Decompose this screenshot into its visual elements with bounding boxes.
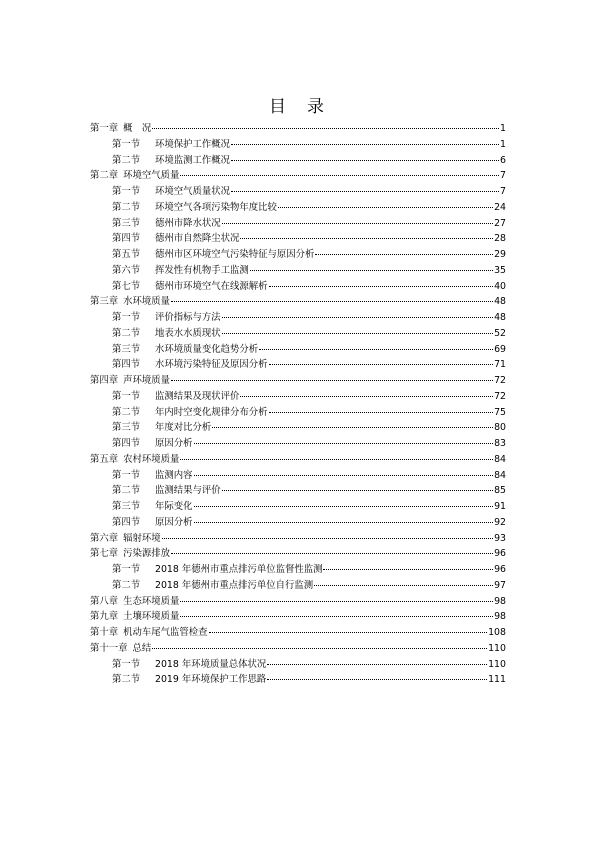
toc-dot-leader (152, 648, 487, 649)
toc-entry-title: 声环境质量 (123, 375, 171, 386)
toc-section-entry[interactable] (90, 216, 506, 232)
toc-section-entry[interactable] (90, 389, 506, 405)
toc-page-number: 84 (494, 469, 506, 481)
toc-page-number: 97 (494, 579, 506, 591)
toc-entry-title: 2019 年环境保护工作思路 (155, 674, 267, 686)
toc-page-number: 108 (488, 627, 506, 638)
toc-dot-leader (259, 349, 493, 350)
toc-entry-number: 第四节 (112, 359, 141, 371)
toc-chapter-entry[interactable] (90, 609, 506, 625)
toc-entry-title: 监测结果及现状评价 (155, 390, 240, 402)
toc-chapter-entry[interactable] (90, 594, 506, 610)
toc-dot-leader (194, 475, 494, 476)
toc-entry-number: 第五章 (90, 453, 119, 465)
toc-page-number: 29 (494, 249, 506, 260)
toc-dot-leader (180, 459, 493, 460)
toc-entry-title: 总结 (132, 642, 152, 654)
toc-entry-title: 原因分析 (155, 438, 193, 449)
toc-entry-title: 监测结果与评价 (155, 485, 221, 497)
toc-entry-title: 环境保护工作概况 (155, 138, 231, 150)
toc-entry-title: 德州市降水状况 (155, 217, 221, 229)
toc-page-number: 48 (494, 312, 506, 323)
toc-page-number: 28 (494, 233, 506, 245)
toc-section-entry[interactable] (90, 326, 506, 342)
toc-entry-title: 2018 年环境质量总体状况 (155, 658, 267, 670)
toc-section-entry[interactable] (90, 247, 506, 263)
toc-entry-number: 第二节 (112, 674, 141, 686)
toc-dot-leader (209, 632, 488, 633)
toc-entry-title: 水环境质量变化趋势分析 (155, 343, 259, 355)
toc-entry-title: 2018 年德州市重点排污单位自行监测 (155, 579, 314, 591)
toc-entry-number: 第八章 (90, 595, 119, 607)
toc-section-entry[interactable] (90, 436, 506, 452)
toc-entry-title: 概 况 (123, 123, 152, 134)
toc-section-entry[interactable] (90, 200, 506, 216)
toc-dot-leader (267, 679, 487, 680)
toc-page-number: 96 (494, 548, 506, 560)
toc-entry-number: 第一节 (112, 186, 141, 197)
toc-dot-leader (269, 412, 494, 413)
toc-entry-title: 水环境污染特征及原因分析 (155, 359, 268, 371)
toc-page-number: 83 (494, 438, 506, 449)
toc-page-number: 72 (494, 390, 506, 402)
toc-entry-number: 第十一章 (90, 642, 128, 654)
toc-entry-number: 第三节 (112, 343, 141, 355)
toc-section-entry[interactable] (90, 672, 506, 688)
toc-page-number: 93 (494, 532, 506, 544)
toc-chapter-entry[interactable] (90, 121, 506, 137)
toc-dot-leader (269, 286, 494, 287)
toc-dot-leader (194, 506, 494, 507)
toc-dot-leader (194, 522, 494, 523)
toc-page-number: 7 (500, 186, 506, 197)
toc-chapter-entry[interactable] (90, 373, 506, 389)
toc-page-number: 110 (488, 642, 506, 654)
toc-section-entry[interactable] (90, 420, 506, 436)
toc-dot-leader (231, 144, 499, 145)
toc-entry-number: 第二节 (112, 406, 141, 418)
toc-entry-number: 第一节 (112, 390, 141, 402)
toc-chapter-entry[interactable] (90, 641, 506, 657)
toc-page-number: 1 (500, 123, 506, 134)
toc-page-number: 6 (500, 154, 506, 166)
toc-entry-number: 第四节 (112, 233, 141, 245)
toc-page-number: 48 (494, 296, 506, 308)
toc-entry-title: 农村环境质量 (123, 453, 180, 465)
toc-entry-number: 第二章 (90, 170, 119, 182)
toc-entry-title: 环境空气各项污染物年度比较 (155, 201, 277, 213)
toc-dot-leader (222, 223, 493, 224)
toc-section-entry[interactable] (90, 562, 506, 578)
toc-entry-number: 第九章 (90, 611, 119, 623)
toc-page-number: 35 (494, 264, 506, 276)
toc-dot-leader (315, 254, 493, 255)
toc-entry-number: 第四节 (112, 438, 141, 449)
toc-dot-leader (162, 538, 493, 539)
toc-chapter-entry[interactable] (90, 546, 506, 562)
toc-dot-leader (212, 427, 493, 428)
toc-entry-title: 原因分析 (155, 516, 193, 528)
toc-entry-title: 生态环境质量 (123, 595, 180, 607)
toc-page-number: 7 (500, 170, 506, 182)
toc-entry-title: 水环境质量 (123, 296, 171, 308)
toc-dot-leader (278, 207, 493, 208)
toc-dot-leader (194, 443, 494, 444)
toc-dot-leader (222, 490, 493, 491)
toc-entry-number: 第七章 (90, 548, 119, 560)
toc-section-entry[interactable] (90, 342, 506, 358)
toc-page-number: 27 (494, 217, 506, 229)
toc-entry-title: 土壤环境质量 (123, 611, 180, 623)
toc-entry-title: 污染源排放 (123, 548, 171, 560)
toc-entry-title: 监测内容 (155, 469, 193, 481)
toc-page-number: 72 (494, 375, 506, 386)
toc-page-number: 92 (494, 516, 506, 528)
toc-page-number: 71 (494, 359, 506, 371)
toc-page-number: 91 (494, 501, 506, 512)
toc-entry-number: 第七节 (112, 280, 141, 292)
toc-entry-title: 辐射环境 (123, 532, 161, 544)
toc-entry-number: 第三章 (90, 296, 119, 308)
toc-section-entry[interactable] (90, 657, 506, 673)
toc-entry-title: 地表水水质现状 (155, 327, 221, 339)
toc-chapter-entry[interactable] (90, 452, 506, 468)
toc-entry-number: 第一节 (112, 658, 141, 670)
toc-page-number: 111 (488, 674, 506, 686)
toc-section-entry[interactable] (90, 310, 506, 326)
toc-entry-number: 第三节 (112, 217, 141, 229)
toc-entry-number: 第四章 (90, 375, 119, 386)
toc-dot-leader (171, 553, 493, 554)
toc-page-number: 24 (494, 201, 506, 213)
toc-page-number: 110 (488, 658, 506, 670)
toc-entry-title: 德州市自然降尘状况 (155, 233, 240, 245)
toc-entry-number: 第二节 (112, 154, 141, 166)
toc-entry-number: 第四节 (112, 516, 141, 528)
toc-dot-leader (180, 601, 493, 602)
toc-entry-number: 第一节 (112, 138, 141, 150)
toc-entry-number: 第三节 (112, 422, 141, 434)
toc-entry-number: 第六节 (112, 264, 141, 276)
toc-page-number: 1 (500, 138, 506, 150)
toc-dot-leader (231, 160, 499, 161)
toc-section-entry[interactable] (90, 405, 506, 421)
toc-page-number: 75 (494, 406, 506, 418)
toc-chapter-entry[interactable] (90, 531, 506, 547)
toc-section-entry[interactable] (90, 184, 506, 200)
toc-entry-number: 第二节 (112, 579, 141, 591)
toc-page-number: 85 (494, 485, 506, 497)
toc-dot-leader (222, 333, 493, 334)
toc-dot-leader (250, 270, 493, 271)
toc-entry-number: 第三节 (112, 501, 141, 512)
toc-section-entry[interactable] (90, 279, 506, 295)
toc-section-entry[interactable] (90, 137, 506, 153)
toc-entry-number: 第五节 (112, 249, 141, 260)
toc-entry-number: 第二节 (112, 327, 141, 339)
toc-page-number: 80 (494, 422, 506, 434)
toc-chapter-entry[interactable] (90, 294, 506, 310)
toc-entry-title: 机动车尾气监管检查 (123, 627, 208, 638)
toc-page-number: 98 (494, 595, 506, 607)
toc-dot-leader (323, 569, 493, 570)
page-title: 目 录 (269, 97, 326, 117)
toc-section-entry[interactable] (90, 468, 506, 484)
toc-section-entry[interactable] (90, 231, 506, 247)
toc-section-entry[interactable] (90, 357, 506, 373)
toc-chapter-entry[interactable] (90, 625, 506, 641)
toc-entry-number: 第一节 (112, 469, 141, 481)
toc-section-entry[interactable] (90, 263, 506, 279)
toc-dot-leader (180, 616, 493, 617)
toc-dot-leader (152, 128, 499, 129)
toc-section-entry[interactable] (90, 515, 506, 531)
toc-page-number: 40 (494, 280, 506, 292)
toc-entry-title: 年内时空变化规律分布分析 (155, 406, 268, 418)
toc-page-number: 52 (494, 327, 506, 339)
toc-section-entry[interactable] (90, 153, 506, 169)
toc-section-entry[interactable] (90, 499, 506, 515)
toc-dot-leader (171, 301, 493, 302)
toc-entry-number: 第六章 (90, 532, 119, 544)
toc-dot-leader (222, 317, 493, 318)
toc-entry-title: 挥发性有机物手工监测 (155, 264, 249, 276)
toc-entry-title: 评价指标与方法 (155, 312, 221, 323)
toc-entry-title: 环境监测工作概况 (155, 154, 231, 166)
toc-entry-title: 德州市环境空气在线源解析 (155, 280, 268, 292)
table-of-contents (90, 121, 506, 688)
toc-entry-title: 年际变化 (155, 501, 193, 512)
toc-chapter-entry[interactable] (90, 168, 506, 184)
toc-page-number: 98 (494, 611, 506, 623)
toc-entry-title: 环境空气质量状况 (155, 186, 231, 197)
toc-entry-number: 第一节 (112, 312, 141, 323)
toc-dot-leader (240, 238, 493, 239)
toc-entry-title: 2018 年德州市重点排污单位监督性监测 (155, 564, 323, 575)
toc-dot-leader (171, 380, 493, 381)
toc-dot-leader (240, 396, 493, 397)
toc-entry-number: 第二节 (112, 201, 141, 213)
toc-dot-leader (180, 175, 499, 176)
toc-entry-title: 环境空气质量 (123, 170, 180, 182)
toc-section-entry[interactable] (90, 578, 506, 594)
toc-dot-leader (269, 364, 494, 365)
toc-dot-leader (231, 191, 499, 192)
toc-entry-number: 第二节 (112, 485, 141, 497)
toc-entry-number: 第十章 (90, 627, 119, 638)
toc-page-number: 69 (494, 343, 506, 355)
toc-section-entry[interactable] (90, 483, 506, 499)
toc-page-number: 96 (494, 564, 506, 575)
toc-entry-title: 年度对比分析 (155, 422, 212, 434)
toc-entry-number: 第一章 (90, 123, 119, 134)
toc-dot-leader (267, 664, 487, 665)
toc-page-number: 84 (494, 453, 506, 465)
toc-entry-number: 第一节 (112, 564, 141, 575)
toc-dot-leader (314, 585, 493, 586)
toc-entry-title: 德州市区环境空气污染特征与原因分析 (155, 249, 315, 260)
